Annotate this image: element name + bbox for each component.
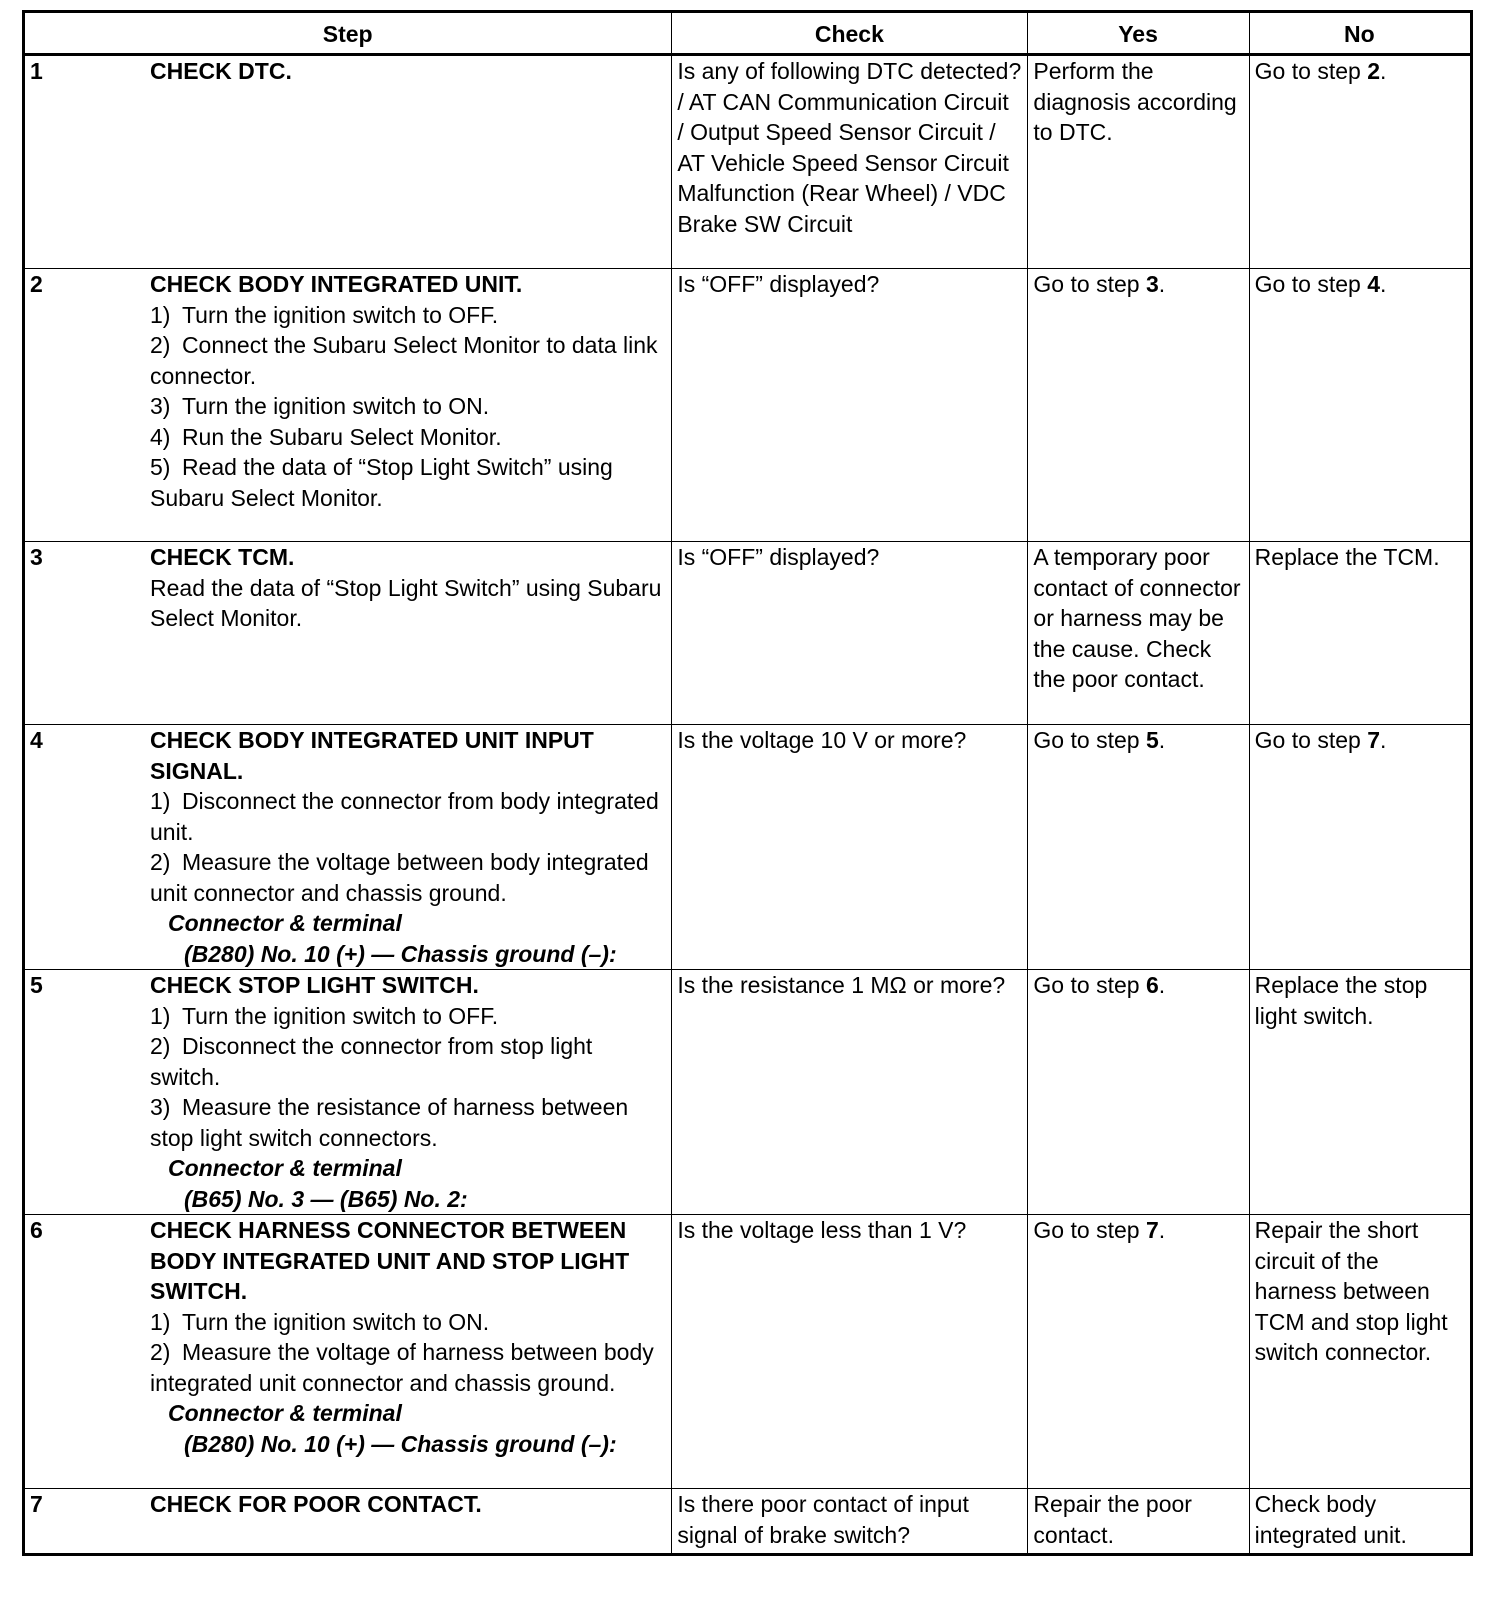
step-instructions [150,300,665,514]
table-body [24,55,1472,1555]
yes-cell [1028,269,1249,542]
no-cell [1249,970,1471,1215]
yes-cell [1028,970,1249,1215]
check-cell: Is “OFF” displayed? [672,269,1028,542]
no-text: Go to step [1254,58,1368,84]
no-cell [1249,542,1471,725]
no-step-number: 4 [1367,271,1380,297]
no-cell [1249,269,1471,542]
step-cell [24,542,672,725]
instruction-line: 2) Disconnect the connector from stop light switch. [150,1033,593,1090]
connector-value: (B65) No. 3 — (B65) No. 2: [184,1185,468,1212]
step-cell [24,55,672,269]
yes-cell [1028,1215,1249,1489]
header-check: Check [672,12,1028,55]
step-instructions [150,786,665,908]
yes-cell [1028,55,1249,269]
table-row [24,269,1472,542]
connector-value: (B280) No. 10 (+) — Chassis ground (–): [184,940,617,967]
header-no: No [1249,12,1471,55]
instruction-line: 2) Measure the voltage between body integrated unit connector and chassis ground. [150,849,649,906]
yes-text: Repair the poor contact. [1033,1491,1192,1548]
yes-suffix: . [1158,1217,1166,1243]
header-yes: Yes [1028,12,1249,55]
connector-value: (B280) No. 10 (+) — Chassis ground (–): [184,1430,617,1457]
instruction-line: 3) Turn the ignition switch to ON. [150,393,490,419]
no-text: Go to step [1254,271,1368,297]
connector-label: Connector & terminal [168,910,402,936]
step-number: 3 [30,544,43,570]
yes-cell [1028,1489,1249,1555]
no-suffix: . [1379,271,1387,297]
no-text: Replace the stop light switch. [1254,972,1428,1029]
instruction-line: 2) Connect the Subaru Select Monitor to data link connector. [150,332,658,389]
yes-text: A temporary poor contact of connector or harness may be the cause. Check the poor contact. [1033,544,1241,692]
step-title: CHECK DTC. [150,58,292,84]
table-row [24,725,1472,970]
step-body [150,1489,665,1520]
step-body [150,269,665,513]
yes-suffix: . [1158,271,1166,297]
step-instructions [150,1307,665,1399]
yes-suffix: . [1158,727,1166,753]
no-step-number: 2 [1367,58,1380,84]
instruction-line: 5) Read the data of “Stop Light Switch” using Subaru Select Monitor. [150,454,613,511]
no-cell [1249,725,1471,970]
step-title: CHECK STOP LIGHT SWITCH. [150,972,479,998]
yes-text: Go to step [1033,1217,1146,1243]
no-cell [1249,1489,1471,1555]
header-step: Step [24,12,672,55]
step-number: 7 [30,1491,43,1517]
yes-text: Perform the diagnosis according to DTC. [1033,58,1237,145]
step-title: CHECK BODY INTEGRATED UNIT. [150,271,523,297]
check-cell: Is the voltage 10 V or more? [672,725,1028,970]
step-number: 6 [30,1217,43,1243]
instruction-line: Read the data of “Stop Light Switch” using Subaru Select Monitor. [150,574,662,631]
check-cell: Is “OFF” displayed? [672,542,1028,725]
connector-label: Connector & terminal [168,1400,402,1426]
step-cell [24,1489,672,1555]
no-cell [1249,1215,1471,1489]
instruction-line: 1) Turn the ignition switch to OFF. [150,1002,499,1029]
diagnosis-table [22,10,1473,1556]
instruction-line: 1) Disconnect the connector from body integrated unit. [150,788,659,845]
step-body [150,56,665,87]
table-header [24,12,1472,55]
yes-text: Go to step [1033,727,1146,753]
step-title: CHECK BODY INTEGRATED UNIT INPUT SIGNAL. [150,727,594,784]
no-text: Replace the TCM. [1254,544,1440,570]
check-cell: Is the voltage less than 1 V? [672,1215,1028,1489]
step-title: CHECK HARNESS CONNECTOR BETWEEN BODY INTEGRATED UNIT AND STOP LIGHT SWITCH. [150,1217,630,1304]
step-body [150,542,665,634]
table-row [24,55,1472,269]
step-body [150,1215,665,1459]
step-cell [24,269,672,542]
step-cell [24,725,672,970]
no-step-number: 7 [1367,727,1380,753]
yes-cell [1028,542,1249,725]
yes-cell [1028,725,1249,970]
yes-step-number: 7 [1145,1217,1159,1243]
step-cell [24,1215,672,1489]
instruction-line: 1) Turn the ignition switch to ON. [150,1308,490,1335]
step-body [150,725,665,969]
step-instructions [150,1001,665,1154]
no-suffix: . [1379,727,1387,753]
instruction-line: 3) Measure the resistance of harness between stop light switch connectors. [150,1094,629,1151]
table-row [24,1215,1472,1489]
step-number: 4 [30,727,43,753]
table-row [24,1489,1472,1555]
step-title: CHECK TCM. [150,544,295,570]
step-number: 5 [30,972,43,998]
yes-step-number: 3 [1145,271,1159,297]
yes-text: Go to step [1033,271,1146,297]
check-cell: Is there poor contact of input signal of brake switch? [672,1489,1028,1555]
step-instructions [150,573,665,634]
no-text: Check body integrated unit. [1254,1491,1407,1548]
instruction-line: 1) Turn the ignition switch to OFF. [150,301,499,328]
step-cell [24,970,672,1215]
yes-step-number: 6 [1145,972,1159,998]
check-cell: Is the resistance 1 MΩ or more? [672,970,1028,1215]
instruction-line: 4) Run the Subaru Select Monitor. [150,423,502,450]
no-text: Go to step [1254,727,1368,753]
table-row [24,542,1472,725]
step-number: 2 [30,271,43,297]
step-body [150,970,665,1214]
step-title: CHECK FOR POOR CONTACT. [150,1491,482,1517]
instruction-line: 2) Measure the voltage of harness between body integrated unit connector and chassis ground. [150,1339,654,1396]
table-row [24,970,1472,1215]
no-cell [1249,55,1471,269]
header-row [24,12,1472,55]
step-number: 1 [30,58,43,84]
yes-suffix: . [1158,972,1166,998]
no-suffix: . [1379,58,1387,84]
yes-step-number: 5 [1145,727,1159,753]
check-cell: Is any of following DTC detected? / AT CAN Communication Circuit / Output Speed Sensor Circuit / AT Vehicle Speed Sensor Circuit Malfunction (Rear Wheel) / VDC Brake SW Circuit [672,55,1028,269]
no-text: Repair the short circuit of the harness between TCM and stop light switch connector. [1254,1217,1448,1365]
yes-text: Go to step [1033,972,1146,998]
connector-label: Connector & terminal [168,1155,402,1181]
